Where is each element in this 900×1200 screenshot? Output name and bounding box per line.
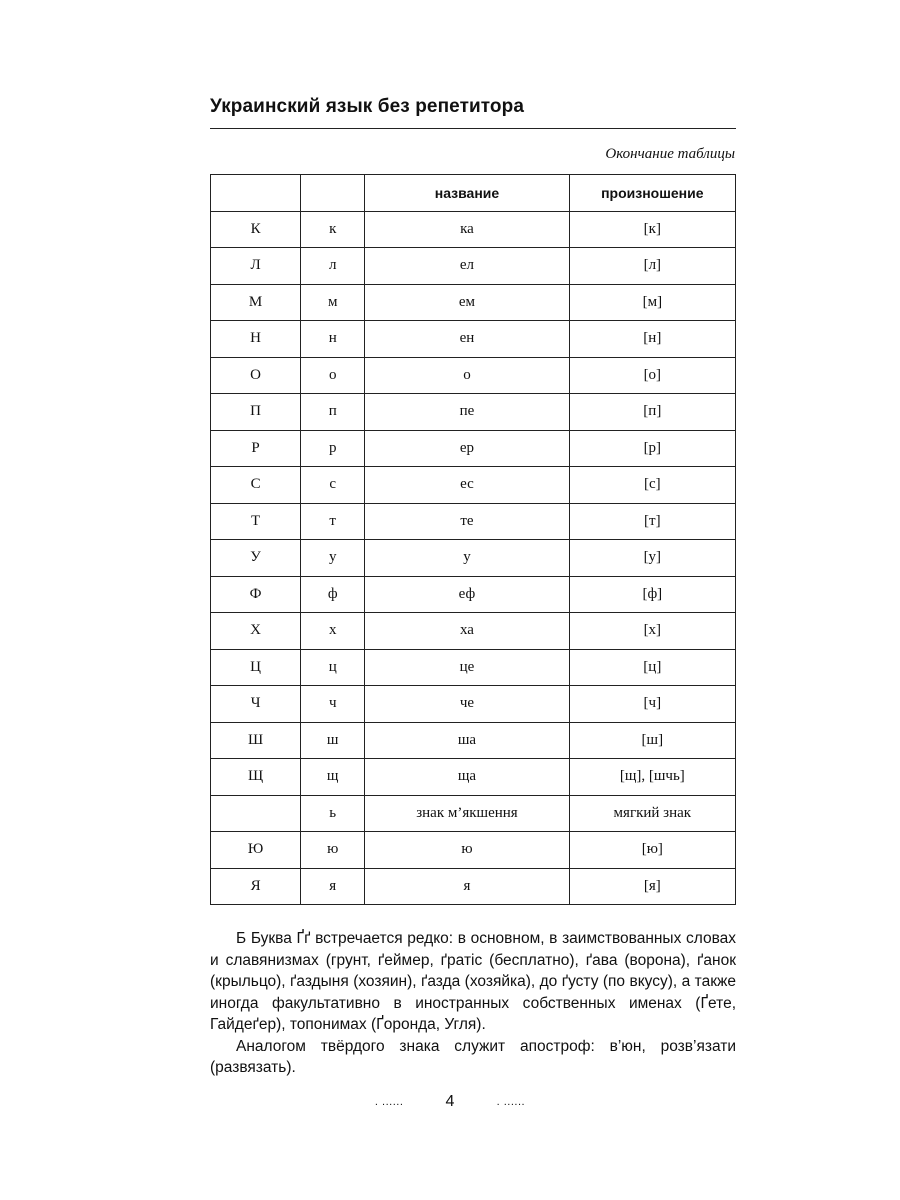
header-name: название [365, 175, 569, 212]
table-row [211, 832, 736, 869]
cell-uppercase: Ф [211, 576, 301, 613]
paragraph-1: Б Буква Ґґ встречается редко: в основном, в заимствованных словах и славянизмах (грунт, ґеймер, ґратіс (бесплатно), ґава (ворона), ґанок (крыльцо), ґаздыня (хозяин), ґазда (хозяйка), до ґусту (по вкусу), а также иногда факультативно в иностранных собственных именах (Ґете, Гайдеґер), топонимах (Ґоронда, Угля). [210, 930, 736, 1033]
cell-lowercase: ш [301, 722, 365, 759]
cell-uppercase: С [211, 467, 301, 504]
cell-lowercase: н [301, 321, 365, 358]
table-row [211, 576, 736, 613]
table-row [211, 321, 736, 358]
cell-name: че [365, 686, 569, 723]
cell-pronunciation: [р] [569, 430, 735, 467]
cell-name: у [365, 540, 569, 577]
cell-pronunciation: [у] [569, 540, 735, 577]
body-text [210, 928, 736, 1079]
cell-uppercase: Я [211, 868, 301, 905]
cell-name: я [365, 868, 569, 905]
page-footer [0, 1093, 900, 1111]
cell-name: ен [365, 321, 569, 358]
cell-uppercase: Т [211, 503, 301, 540]
table-body [211, 211, 736, 905]
table-row [211, 357, 736, 394]
cell-lowercase: с [301, 467, 365, 504]
table-row [211, 248, 736, 285]
paragraph-2: Аналогом твёрдого знака служит апостроф: в’юн, розв’язати (развязать). [210, 1037, 736, 1076]
cell-pronunciation: [п] [569, 394, 735, 431]
cell-lowercase: у [301, 540, 365, 577]
cell-lowercase: о [301, 357, 365, 394]
header-lowercase [301, 175, 365, 212]
cell-uppercase: Х [211, 613, 301, 650]
cell-lowercase: х [301, 613, 365, 650]
cell-uppercase: Н [211, 321, 301, 358]
cell-lowercase: п [301, 394, 365, 431]
cell-pronunciation: [ю] [569, 832, 735, 869]
cell-pronunciation: [о] [569, 357, 735, 394]
table-row [211, 503, 736, 540]
cell-lowercase: ф [301, 576, 365, 613]
cell-uppercase: Ц [211, 649, 301, 686]
cell-uppercase: К [211, 211, 301, 248]
cell-lowercase: л [301, 248, 365, 285]
cell-pronunciation: мягкий знак [569, 795, 735, 832]
footer-dots-right: . ...... [496, 1096, 526, 1109]
cell-lowercase: ч [301, 686, 365, 723]
alphabet-table [210, 174, 736, 905]
cell-pronunciation: [с] [569, 467, 735, 504]
footer-dots-left: . ...... [374, 1096, 404, 1109]
table-caption: Окончание таблицы [605, 146, 735, 162]
header-pronunciation: произношение [569, 175, 735, 212]
cell-pronunciation: [ц] [569, 649, 735, 686]
cell-pronunciation: [н] [569, 321, 735, 358]
cell-name: це [365, 649, 569, 686]
cell-name: знак м’якшення [365, 795, 569, 832]
page-number: 4 [445, 1093, 455, 1110]
table-row [211, 211, 736, 248]
table-header-row [211, 175, 736, 212]
cell-pronunciation: [щ], [шчь] [569, 759, 735, 796]
cell-lowercase: к [301, 211, 365, 248]
cell-lowercase: ь [301, 795, 365, 832]
table-row [211, 613, 736, 650]
cell-name: ер [365, 430, 569, 467]
cell-lowercase: ц [301, 649, 365, 686]
cell-uppercase: Ч [211, 686, 301, 723]
cell-pronunciation: [м] [569, 284, 735, 321]
cell-name: ем [365, 284, 569, 321]
cell-name: ща [365, 759, 569, 796]
header-uppercase [211, 175, 301, 212]
cell-pronunciation: [х] [569, 613, 735, 650]
cell-name: ша [365, 722, 569, 759]
cell-lowercase: т [301, 503, 365, 540]
cell-pronunciation: [ш] [569, 722, 735, 759]
cell-lowercase: ю [301, 832, 365, 869]
table-row [211, 394, 736, 431]
table-row [211, 795, 736, 832]
table-row [211, 540, 736, 577]
cell-uppercase: Р [211, 430, 301, 467]
table-row [211, 467, 736, 504]
cell-name: ю [365, 832, 569, 869]
running-title: Украинский язык без репетитора [210, 96, 525, 117]
cell-name: ел [365, 248, 569, 285]
cell-uppercase: П [211, 394, 301, 431]
cell-name: еф [365, 576, 569, 613]
table-row [211, 868, 736, 905]
cell-uppercase [211, 795, 301, 832]
cell-lowercase: м [301, 284, 365, 321]
cell-lowercase: р [301, 430, 365, 467]
cell-uppercase: У [211, 540, 301, 577]
cell-uppercase: М [211, 284, 301, 321]
cell-name: пе [365, 394, 569, 431]
cell-uppercase: Л [211, 248, 301, 285]
cell-uppercase: Ю [211, 832, 301, 869]
cell-uppercase: Ш [211, 722, 301, 759]
cell-uppercase: О [211, 357, 301, 394]
table-row [211, 284, 736, 321]
table-row [211, 759, 736, 796]
cell-lowercase: я [301, 868, 365, 905]
cell-uppercase: Щ [211, 759, 301, 796]
cell-pronunciation: [к] [569, 211, 735, 248]
table-row [211, 686, 736, 723]
cell-pronunciation: [т] [569, 503, 735, 540]
cell-name: те [365, 503, 569, 540]
header-rule [210, 128, 736, 129]
table-row [211, 722, 736, 759]
table-row [211, 649, 736, 686]
cell-name: ка [365, 211, 569, 248]
cell-pronunciation: [ч] [569, 686, 735, 723]
cell-name: о [365, 357, 569, 394]
table-row [211, 430, 736, 467]
cell-pronunciation: [л] [569, 248, 735, 285]
cell-pronunciation: [я] [569, 868, 735, 905]
cell-name: ес [365, 467, 569, 504]
cell-lowercase: щ [301, 759, 365, 796]
cell-pronunciation: [ф] [569, 576, 735, 613]
cell-name: ха [365, 613, 569, 650]
